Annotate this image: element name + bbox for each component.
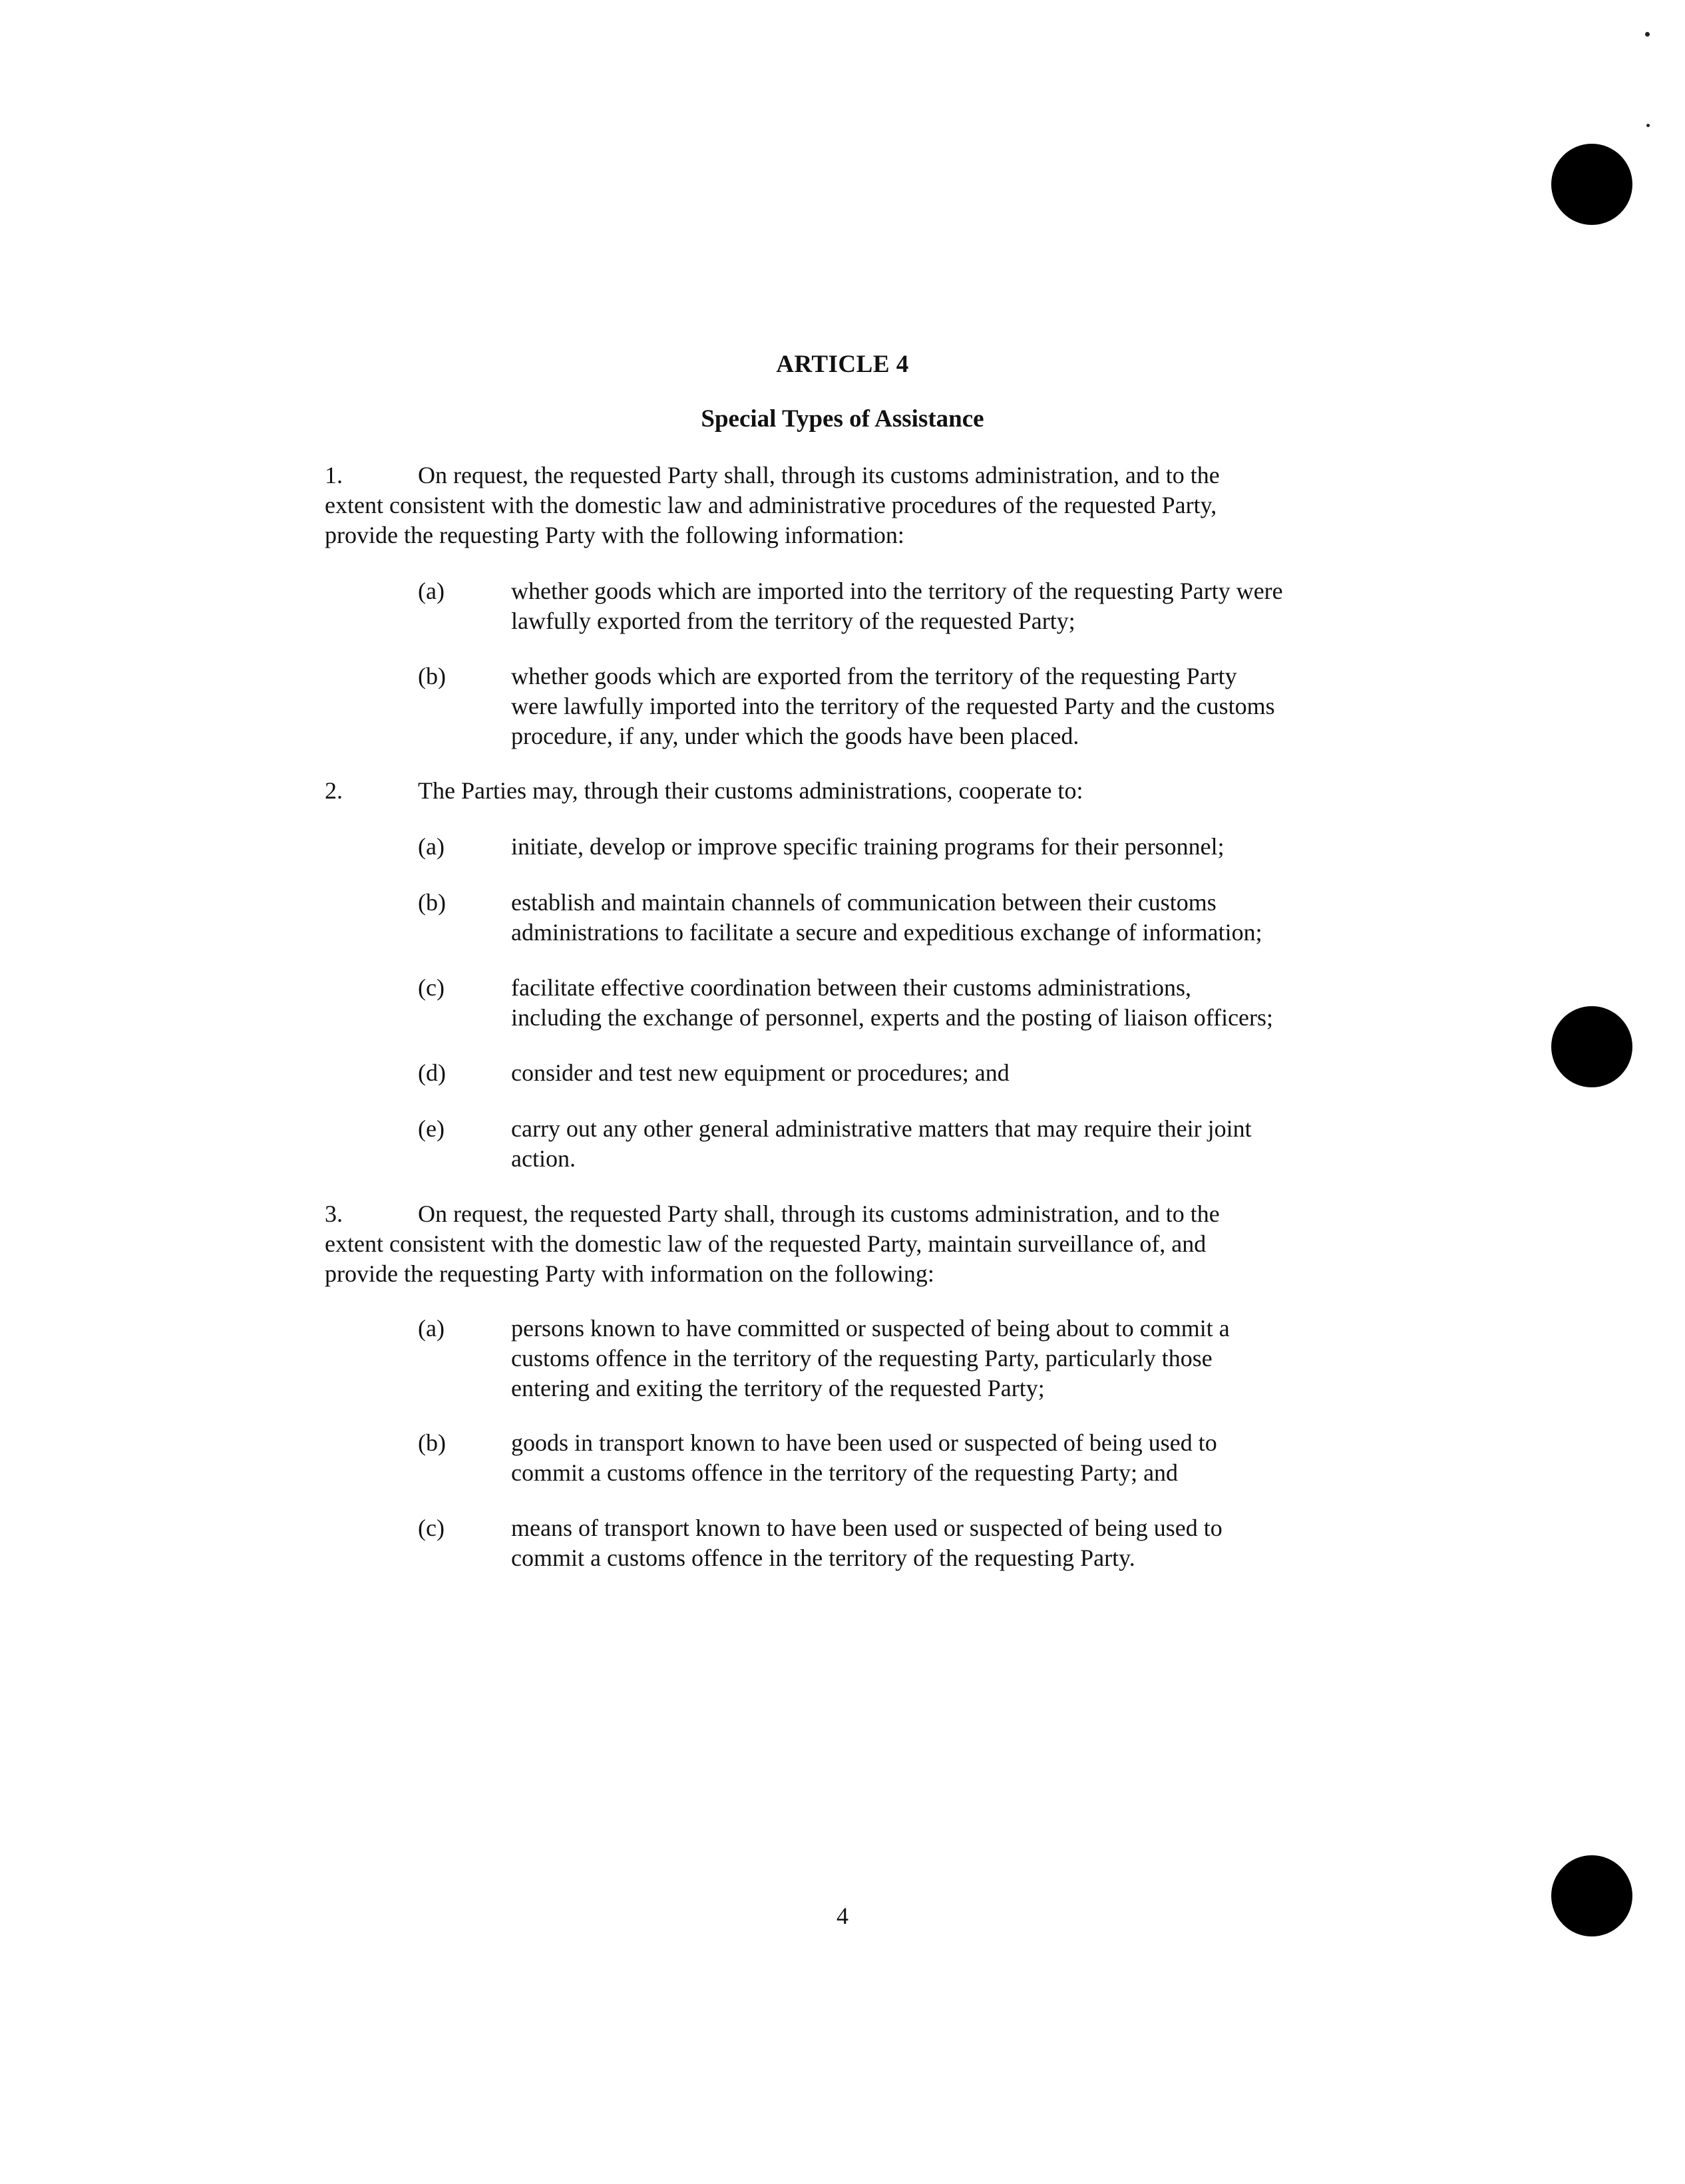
item-line: customs offence in the territory of the requesting Party, particularly those [511, 1345, 1213, 1371]
item-line: whether goods which are imported into the territory of the requesting Party were [511, 578, 1283, 604]
item-line: were lawfully imported into the territory of the requested Party and the customs [511, 693, 1275, 719]
item-label: (c) [418, 974, 445, 1001]
item-line: entering and exiting the territory of the requested Party; [511, 1375, 1045, 1401]
paragraph-line: The Parties may, through their customs administrations, cooperate to: [418, 777, 1083, 804]
item-label: (b) [418, 1429, 446, 1456]
item-line: administrations to facilitate a secure and expeditious exchange of information; [511, 919, 1262, 946]
paragraph-line: On request, the requested Party shall, through its customs administration, and to the [418, 462, 1220, 488]
item-line: persons known to have committed or suspected of being about to commit a [511, 1315, 1230, 1342]
punch-hole-middle [1551, 1006, 1632, 1087]
item-line: procedure, if any, under which the goods have been placed. [511, 723, 1079, 749]
item-label: (a) [418, 1315, 445, 1342]
item-line: whether goods which are exported from the territory of the requesting Party [511, 663, 1237, 689]
page-number: 4 [837, 1903, 848, 1929]
paragraph-line: extent consistent with the domestic law and administrative procedures of the requested Party, [325, 492, 1217, 518]
paragraph-line: On request, the requested Party shall, through its customs administration, and to the [418, 1200, 1220, 1227]
item-line: facilitate effective coordination between their customs administrations, [511, 974, 1191, 1001]
scan-speck [1645, 32, 1650, 37]
paragraph-number: 1. [325, 462, 343, 488]
item-label: (a) [418, 578, 445, 604]
item-line: including the exchange of personnel, experts and the posting of liaison officers; [511, 1004, 1274, 1031]
punch-hole-top [1551, 144, 1632, 225]
item-line: lawfully exported from the territory of the requested Party; [511, 608, 1075, 634]
item-label: (c) [418, 1515, 445, 1541]
scan-speck [1646, 124, 1650, 127]
item-line: establish and maintain channels of communication between their customs [511, 889, 1217, 916]
item-label: (d) [418, 1059, 446, 1086]
item-label: (b) [418, 889, 446, 916]
item-label: (a) [418, 833, 445, 860]
item-line: consider and test new equipment or procedures; and [511, 1059, 1010, 1086]
paragraph-line: provide the requesting Party with the following information: [325, 522, 904, 548]
paragraph-line: extent consistent with the domestic law of the requested Party, maintain surveillance of, and [325, 1230, 1207, 1257]
paragraph-number: 3. [325, 1200, 343, 1227]
article-title: ARTICLE 4 [776, 351, 909, 378]
paragraph-line: provide the requesting Party with information on the following: [325, 1260, 934, 1287]
paragraph-3 [325, 1199, 1363, 1289]
item-line: commit a customs offence in the territory of the requesting Party; and [511, 1459, 1179, 1486]
paragraph-2 [325, 776, 1363, 806]
item-line: commit a customs offence in the territory of the requesting Party. [511, 1545, 1135, 1571]
item-line: carry out any other general administrative matters that may require their joint [511, 1115, 1252, 1142]
item-line: goods in transport known to have been used or suspected of being used to [511, 1429, 1217, 1456]
article-subtitle: Special Types of Assistance [701, 405, 984, 433]
item-line: action. [511, 1145, 576, 1172]
paragraph-1 [325, 460, 1363, 550]
item-line: means of transport known to have been used or suspected of being used to [511, 1515, 1222, 1541]
item-label: (b) [418, 663, 446, 689]
item-label: (e) [418, 1115, 445, 1142]
item-line: initiate, develop or improve specific training programs for their personnel; [511, 833, 1224, 860]
paragraph-number: 2. [325, 777, 343, 804]
